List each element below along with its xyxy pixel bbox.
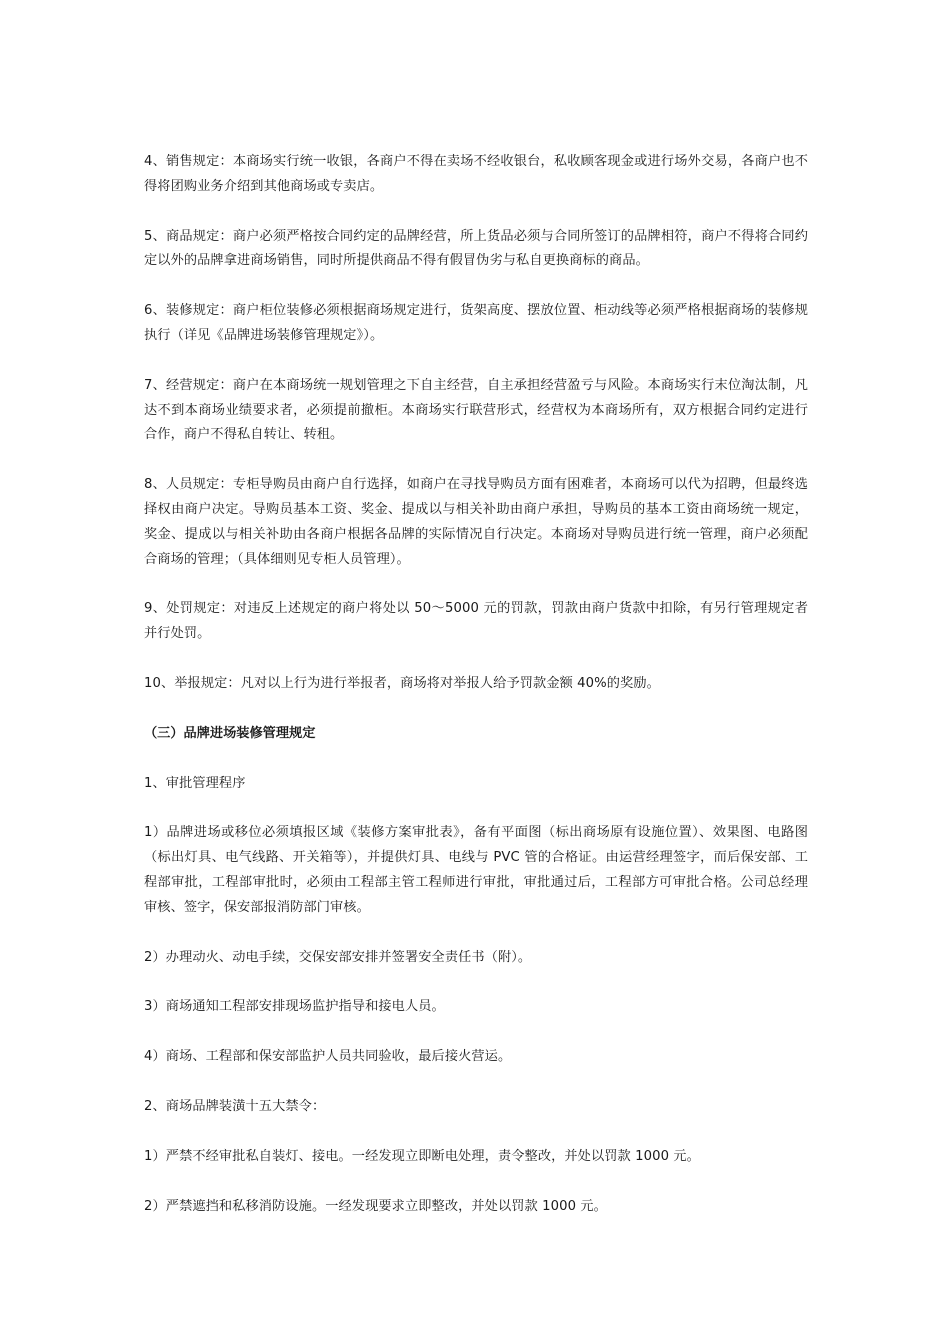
prohibition-2: 2）严禁遮挡和私移消防设施。一经发现要求立即整改，并处以罚款 1000 元。 (144, 1198, 607, 1214)
section-heading: （三）品牌进场装修管理规定 (144, 725, 316, 741)
prohibition-1: 1）严禁不经审批私自装灯、接电。一经发现立即断电处理，责令整改，并处以罚款 1000 元。 (144, 1148, 700, 1164)
rule-paragraph-goods: 5、商品规定：商户必须严格按合同约定的品牌经营，所上货品必须与合同所签订的品牌相符，商户不得将合同约定以外的品牌拿进商场销售，同时所提供商品不得有假冒伪劣与私自更换商标的商品。 (144, 228, 808, 269)
rule-paragraph-sales: 4、销售规定：本商场实行统一收银，各商户不得在卖场不经收银台，私收顾客现金或进行场外交易，各商户也不得将团购业务介绍到其他商场或专卖店。 (144, 154, 808, 194)
rule-paragraph-penalty: 9、处罚规定：对违反上述规定的商户将处以 50～5000 元的罚款，罚款由商户货款中扣除，有另行管理规定者并行处罚。 (144, 601, 808, 642)
subsection-title-prohibitions: 2、商场品牌装潢十五大禁令： (144, 1098, 326, 1114)
subsection-title-approval: 1、审批管理程序 (144, 775, 246, 791)
approval-step-4: 4）商场、工程部和保安部监护人员共同验收，最后接火营运。 (144, 1049, 512, 1065)
rule-paragraph-decoration: 6、装修规定：商户柜位装修必须根据商场规定进行，货架高度、摆放位置、柜动线等必须严格根据商场的装修规执行（详见《品牌进场装修管理规定》）。 (144, 303, 808, 343)
approval-step-1: 1）品牌进场或移位必须填报区域《装修方案审批表》，备有平面图（标出商场原有设施位置）、效果图、电路图（标出灯具、电气线路、开关箱等），并提供灯具、电线与 PVC 管的合格证。由运营经理签字，而后保安部、工程部审批，工程部审批时，必须由工程部主管工程师进行审批，审批通过后，工程部方可审批合格。公司总经理审核、签字，保安部报消防部门审核。 (144, 825, 808, 915)
approval-step-3: 3）商场通知工程部安排现场监护指导和接电人员。 (144, 999, 445, 1015)
rule-paragraph-personnel: 8、人员规定：专柜导购员由商户自行选择，如商户在寻找导购员方面有困难者，本商场可以代为招聘，但最终选择权由商户决定。导购员基本工资、奖金、提成以与相关补助由商户承担，导购员的基本工资由商场统一规定，奖金、提成以与相关补助由各商户根据各品牌的实际情况自行决定。本商场对导购员进行统一管理，商户必须配合商场的管理；（具体细则见专柜人员管理）。 (144, 477, 808, 567)
document-page (144, 150, 808, 1244)
approval-step-2: 2）办理动火、动电手续，交保安部安排并签署安全责任书（附）。 (144, 949, 532, 965)
rule-paragraph-reporting: 10、举报规定：凡对以上行为进行举报者，商场将对举报人给予罚款金额 40%的奖励。 (144, 675, 660, 691)
rule-paragraph-operation: 7、经营规定：商户在本商场统一规划管理之下自主经营，自主承担经营盈亏与风险。本商场实行末位淘汰制，凡达不到本商场业绩要求者，必须提前撤柜。本商场实行联营形式，经营权为本商场所有，双方根据合同约定进行合作，商户不得私自转让、转租。 (144, 377, 808, 443)
